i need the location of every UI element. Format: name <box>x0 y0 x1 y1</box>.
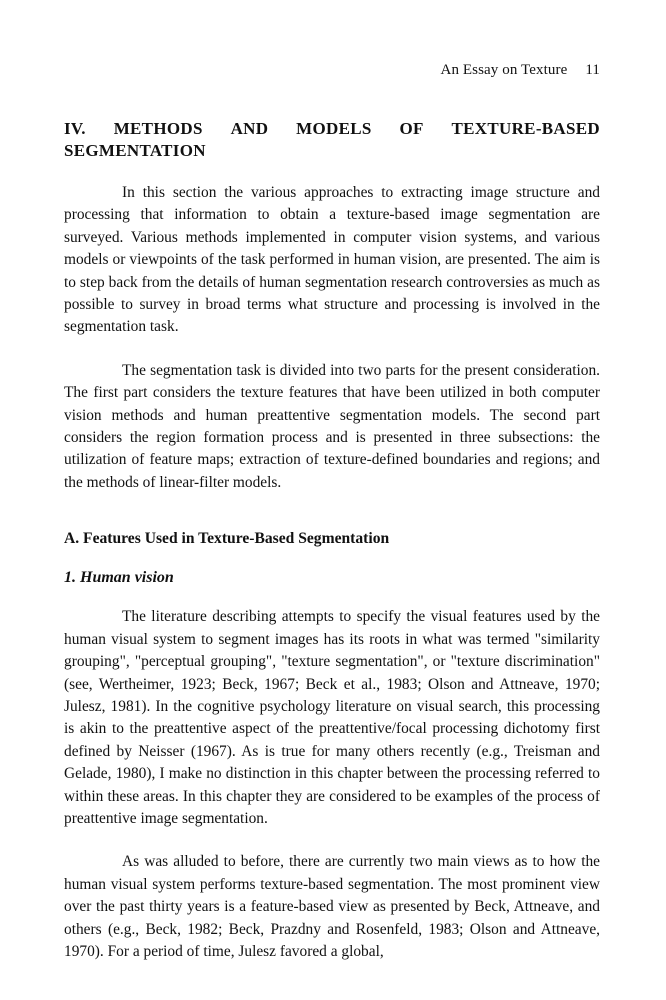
subsubsection-heading-1: 1. Human vision <box>64 569 174 587</box>
page-number: 11 <box>585 62 600 78</box>
section-heading <box>64 118 600 162</box>
section-heading-line-2: SEGMENTATION <box>64 141 206 160</box>
section-title-word: TEXTURE-BASED <box>451 119 600 138</box>
subsection-heading-a: A. Features Used in Texture-Based Segmentation <box>64 530 390 548</box>
paragraph-intro: In this section the various approaches to extracting image structure and processing that information to obtain a texture-based image segmentation are surveyed. Various methods implemented in computer vision systems, and various models or viewpoints of the task performed in human vision, are presented. The aim is to step back from the details of human segmentation research controversies as much as possible to survey in broad terms what structure and processing is involved in the segmentation task. <box>64 184 600 336</box>
page-content <box>64 118 600 963</box>
section-title-word: AND <box>230 119 269 138</box>
paragraph-human-vision: The literature describing attempts to specify the visual features used by the human visual system to segment images has its roots in what was termed "similarity grouping", "perceptual grouping", "texture segmentation", or "texture discrimination" (see, Wertheimer, 1923; Beck, 1967; Beck et al., 1983; Olson and Attneave, 1970; Julesz, 1981). In the cognitive psychology literature on visual search, this processing is akin to the preattentive aspect of the preattentive/focal processing dichotomy first defined by Neisser (1967). As is true for many others recently (e.g., Treisman and Gelade, 1980), I make no distinction in this chapter between the processing referred to within these areas. In this chapter they are considered to be examples of the process of preattentive image segmentation. <box>64 608 600 827</box>
paragraph-two-views: As was alluded to before, there are currently two main views as to how the human visual system performs texture-based segmentation. The most prominent view over the past thirty years is a feature-based view as presented by Beck, Attneave, and others (e.g., Beck, 1982; Beck, Prazdny and Rosenfeld, 1983; Olson and Attneave, 1970). For a period of time, Julesz favored a global, <box>64 853 600 960</box>
section-title-word: OF <box>399 119 424 138</box>
running-head <box>441 62 600 79</box>
running-title: An Essay on Texture <box>440 62 568 78</box>
paragraph-overview: The segmentation task is divided into two parts for the present consideration. The first part considers the texture features that have been utilized in both computer vision methods and human preattentive segmentation models. The second part considers the region formation process and is presented in three subsections: the utilization of feature maps; extraction of texture-defined boundaries and regions; and the methods of linear-filter models. <box>64 361 600 491</box>
section-title-word: MODELS <box>296 119 372 138</box>
section-heading-line-1 <box>64 118 600 140</box>
section-number: IV. <box>64 119 86 138</box>
section-title-word: METHODS <box>113 119 203 138</box>
